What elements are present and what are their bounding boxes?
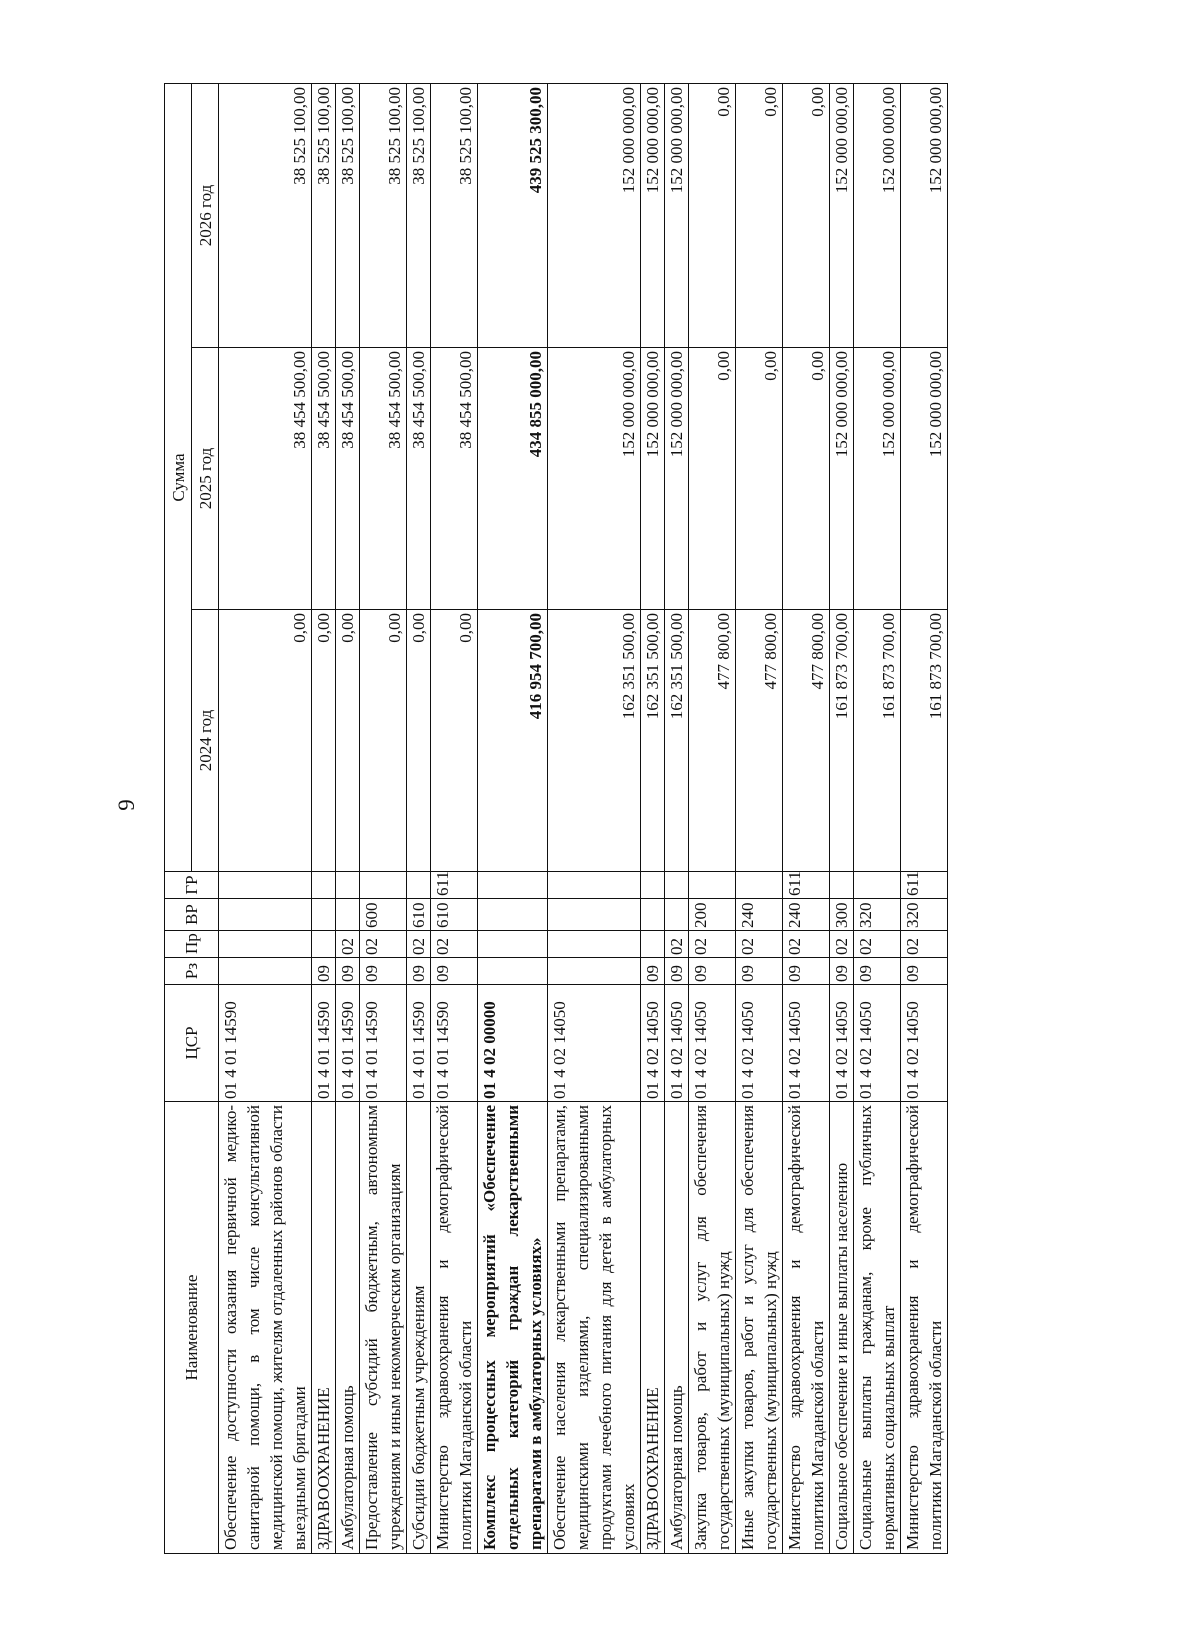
row-vr: 300 [830,899,854,931]
table-row [736,83,783,1553]
row-vr: 200 [689,899,736,931]
row-amount-2026: 152 000 000,00 [854,83,901,347]
row-pr: 02 [689,931,736,958]
row-vr: 320 [901,899,948,931]
row-pr: 02 [830,931,854,958]
row-gr [665,872,689,899]
row-vr [312,899,336,931]
row-amount-2024: 0,00 [312,610,336,872]
row-vr [478,899,548,931]
row-rz: 09 [641,958,665,985]
row-csr: 01 4 01 14590 [312,985,336,1102]
row-gr [736,872,783,899]
row-vr [641,899,665,931]
header-sum: Сумма [165,83,192,871]
header-year-2026: 2026 год [192,83,219,347]
row-rz [548,958,641,985]
row-amount-2025: 152 000 000,00 [854,348,901,610]
row-rz: 09 [312,958,336,985]
row-gr [336,872,360,899]
row-amount-2025: 38 454 500,00 [219,348,312,610]
row-vr: 610 [431,899,478,931]
row-amount-2024: 477 800,00 [736,610,783,872]
row-amount-2026: 38 525 100,00 [360,83,407,347]
row-vr: 610 [407,899,431,931]
row-pr: 02 [360,931,407,958]
header-pr: Пр [165,931,219,958]
table-row [665,83,689,1553]
row-csr: 01 4 01 14590 [219,985,312,1102]
row-rz: 09 [783,958,830,985]
row-amount-2025: 38 454 500,00 [360,348,407,610]
row-name: ЗДРАВООХРАНЕНИЕ [312,1102,336,1554]
row-csr: 01 4 02 14050 [641,985,665,1102]
row-vr: 600 [360,899,407,931]
row-name: Обеспечение населения лекарственными препаратами, медицинскими изделиями, специализированными продуктами лечебного питания для детей в амбулаторных условиях [548,1102,641,1554]
row-rz: 09 [360,958,407,985]
row-gr [219,872,312,899]
row-name: Комплекс процессных мероприятий «Обеспечение отдельных категорий граждан лекарственными препаратами в амбулаторных условиях» [478,1102,548,1554]
table-row [901,83,948,1553]
row-amount-2025: 0,00 [736,348,783,610]
row-csr: 01 4 02 14050 [736,985,783,1102]
row-amount-2024: 0,00 [407,610,431,872]
row-amount-2024: 162 351 500,00 [548,610,641,872]
row-name: Обеспечение доступности оказания первичной медико-санитарной помощи, в том числе консультативной медицинской помощи, жителям отдаленных районов области выездными бригадами [219,1102,312,1554]
row-rz: 09 [431,958,478,985]
row-csr: 01 4 02 14050 [901,985,948,1102]
row-gr [360,872,407,899]
row-amount-2026: 0,00 [736,83,783,347]
row-rz: 09 [901,958,948,985]
row-amount-2026: 439 525 300,00 [478,83,548,347]
row-pr: 02 [407,931,431,958]
row-rz: 09 [854,958,901,985]
row-amount-2025: 0,00 [689,348,736,610]
row-csr: 01 4 02 14050 [830,985,854,1102]
row-vr: 240 [736,899,783,931]
row-rz: 09 [407,958,431,985]
row-amount-2025: 152 000 000,00 [548,348,641,610]
row-name: Предоставление субсидий бюджетным, автономным учреждениям и иным некоммерческим организациям [360,1102,407,1554]
row-amount-2026: 38 525 100,00 [219,83,312,347]
row-amount-2025: 38 454 500,00 [407,348,431,610]
table-row [312,83,336,1553]
row-name: Амбулаторная помощь [336,1102,360,1554]
row-amount-2024: 0,00 [336,610,360,872]
header-rz: Рз [165,958,219,985]
row-amount-2026: 152 000 000,00 [901,83,948,347]
table-row [219,83,312,1553]
table-row [478,83,548,1553]
row-rz: 09 [830,958,854,985]
row-amount-2026: 0,00 [783,83,830,347]
row-gr [548,872,641,899]
row-amount-2026: 38 525 100,00 [431,83,478,347]
row-rz [219,958,312,985]
row-rz [478,958,548,985]
row-csr: 01 4 02 14050 [665,985,689,1102]
row-gr: 611 [431,872,478,899]
row-amount-2025: 434 855 000,00 [478,348,548,610]
row-vr: 320 [854,899,901,931]
row-vr [336,899,360,931]
row-amount-2024: 162 351 500,00 [641,610,665,872]
row-gr [854,872,901,899]
table-row [783,83,830,1553]
row-amount-2025: 152 000 000,00 [901,348,948,610]
row-pr [548,931,641,958]
table-row [548,83,641,1553]
row-gr [830,872,854,899]
row-pr: 02 [336,931,360,958]
row-gr [641,872,665,899]
row-csr: 01 4 01 14590 [336,985,360,1102]
row-rz: 09 [665,958,689,985]
row-csr: 01 4 02 00000 [478,985,548,1102]
row-amount-2026: 152 000 000,00 [548,83,641,347]
row-pr: 02 [665,931,689,958]
table-row [854,83,901,1553]
row-vr [219,899,312,931]
row-pr [219,931,312,958]
row-pr: 02 [783,931,830,958]
row-name: Субсидии бюджетным учреждениям [407,1102,431,1554]
row-name: Социальные выплаты гражданам, кроме публичных нормативных социальных выплат [854,1102,901,1554]
row-amount-2026: 0,00 [689,83,736,347]
row-gr: 611 [783,872,830,899]
row-pr: 02 [854,931,901,958]
row-gr [312,872,336,899]
row-name: ЗДРАВООХРАНЕНИЕ [641,1102,665,1554]
row-csr: 01 4 02 14050 [854,985,901,1102]
table-header [165,83,219,1553]
row-name: Социальное обеспечение и иные выплаты населению [830,1102,854,1554]
row-gr [407,872,431,899]
row-vr [548,899,641,931]
row-rz: 09 [689,958,736,985]
row-amount-2026: 152 000 000,00 [665,83,689,347]
table-row [431,83,478,1553]
header-csr: ЦСР [165,985,219,1102]
table-row [830,83,854,1553]
row-amount-2025: 0,00 [783,348,830,610]
row-name: Амбулаторная помощь [665,1102,689,1554]
page-number: 9 [114,799,139,811]
row-pr: 02 [901,931,948,958]
table-row [360,83,407,1553]
row-pr [641,931,665,958]
row-amount-2024: 162 351 500,00 [665,610,689,872]
budget-table [164,83,948,1554]
table-row [689,83,736,1553]
header-vr: ВР [165,899,219,931]
header-year-2025: 2025 год [192,348,219,610]
row-amount-2025: 152 000 000,00 [665,348,689,610]
row-pr [478,931,548,958]
row-csr: 01 4 02 14050 [783,985,830,1102]
row-gr [689,872,736,899]
row-csr: 01 4 01 14590 [360,985,407,1102]
table-row [641,83,665,1553]
header-gr: ГР [165,872,219,899]
row-amount-2024: 477 800,00 [689,610,736,872]
row-amount-2024: 0,00 [219,610,312,872]
row-rz: 09 [736,958,783,985]
row-name: Министерство здравоохранения и демографической политики Магаданской области [901,1102,948,1554]
row-amount-2024: 161 873 700,00 [830,610,854,872]
row-amount-2024: 477 800,00 [783,610,830,872]
rotated-table-container [164,84,1040,1554]
row-amount-2026: 38 525 100,00 [336,83,360,347]
row-amount-2024: 161 873 700,00 [901,610,948,872]
row-amount-2026: 152 000 000,00 [830,83,854,347]
row-vr [665,899,689,931]
header-year-2024: 2024 год [192,610,219,872]
row-amount-2024: 161 873 700,00 [854,610,901,872]
row-name: Закупка товаров, работ и услуг для обеспечения государственных (муниципальных) нужд [689,1102,736,1554]
row-vr: 240 [783,899,830,931]
row-amount-2024: 0,00 [360,610,407,872]
row-amount-2024: 416 954 700,00 [478,610,548,872]
row-amount-2025: 38 454 500,00 [336,348,360,610]
row-csr: 01 4 02 14050 [689,985,736,1102]
row-amount-2025: 38 454 500,00 [431,348,478,610]
row-amount-2024: 0,00 [431,610,478,872]
row-amount-2025: 38 454 500,00 [312,348,336,610]
table-row [407,83,431,1553]
row-gr: 611 [901,872,948,899]
row-pr: 02 [736,931,783,958]
row-pr [312,931,336,958]
row-name: Министерство здравоохранения и демографической политики Магаданской области [431,1102,478,1554]
header-name: Наименование [165,1102,219,1554]
row-amount-2025: 152 000 000,00 [830,348,854,610]
row-csr: 01 4 01 14590 [407,985,431,1102]
row-amount-2026: 152 000 000,00 [641,83,665,347]
row-amount-2025: 152 000 000,00 [641,348,665,610]
row-name: Иные закупки товаров, работ и услуг для обеспечения государственных (муниципальных) нужд [736,1102,783,1554]
table-row [336,83,360,1553]
row-pr: 02 [431,931,478,958]
row-csr: 01 4 02 14050 [548,985,641,1102]
row-gr [478,872,548,899]
row-csr: 01 4 01 14590 [431,985,478,1102]
row-rz: 09 [336,958,360,985]
row-name: Министерство здравоохранения и демографической политики Магаданской области [783,1102,830,1554]
row-amount-2026: 38 525 100,00 [312,83,336,347]
row-amount-2026: 38 525 100,00 [407,83,431,347]
table-body [219,83,948,1553]
